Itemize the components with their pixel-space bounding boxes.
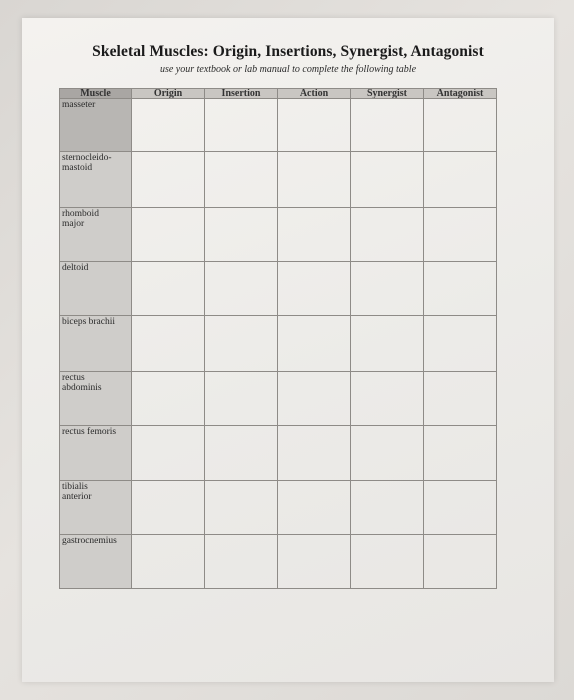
origin-answer-cell[interactable] (132, 316, 205, 372)
origin-answer-cell[interactable] (132, 481, 205, 535)
synergist-answer-cell[interactable] (351, 208, 424, 262)
insertion-answer-cell[interactable] (205, 262, 278, 316)
action-answer-cell[interactable] (278, 372, 351, 426)
insertion-answer-cell[interactable] (205, 481, 278, 535)
muscle-name-cell (60, 152, 132, 208)
origin-answer-cell[interactable] (132, 99, 205, 152)
muscle-name-cell (60, 481, 132, 535)
action-answer-cell[interactable] (278, 535, 351, 589)
muscle-name-line: major (62, 219, 85, 229)
muscle-name-cell (60, 262, 132, 316)
muscle-name-cell (60, 372, 132, 426)
insertion-answer-cell[interactable] (205, 372, 278, 426)
origin-answer-cell[interactable] (132, 208, 205, 262)
insertion-answer-cell[interactable] (205, 426, 278, 481)
table-row (60, 372, 497, 426)
worksheet-page (22, 18, 554, 682)
synergist-answer-cell[interactable] (351, 372, 424, 426)
muscle-name-cell (60, 535, 132, 589)
insertion-answer-cell[interactable] (205, 316, 278, 372)
muscle-name-line: rectus (62, 373, 85, 383)
synergist-answer-cell[interactable] (351, 152, 424, 208)
muscle-name-line: masseter (62, 100, 96, 110)
muscle-table (59, 88, 497, 589)
muscle-name-line: deltoid (62, 263, 89, 273)
header-insertion: Insertion (205, 89, 278, 99)
muscle-name-line: abdominis (62, 383, 102, 393)
synergist-answer-cell[interactable] (351, 316, 424, 372)
origin-answer-cell[interactable] (132, 372, 205, 426)
header-action: Action (278, 89, 351, 99)
insertion-answer-cell[interactable] (205, 208, 278, 262)
antagonist-answer-cell[interactable] (424, 208, 497, 262)
table-row (60, 535, 497, 589)
muscle-name-line: anterior (62, 492, 92, 502)
action-answer-cell[interactable] (278, 316, 351, 372)
synergist-answer-cell[interactable] (351, 535, 424, 589)
muscle-name-line: biceps brachii (62, 317, 116, 327)
synergist-answer-cell[interactable] (351, 426, 424, 481)
table-header-row (60, 89, 497, 99)
action-answer-cell[interactable] (278, 262, 351, 316)
antagonist-answer-cell[interactable] (424, 426, 497, 481)
header-antagonist: Antagonist (424, 89, 497, 99)
action-answer-cell[interactable] (278, 99, 351, 152)
muscle-name-line: mastoid (62, 163, 93, 173)
action-answer-cell[interactable] (278, 152, 351, 208)
antagonist-answer-cell[interactable] (424, 152, 497, 208)
table-row (60, 208, 497, 262)
muscle-name-line: sternocleido- (62, 153, 112, 163)
muscle-name-line: rhomboid (62, 209, 99, 219)
origin-answer-cell[interactable] (132, 535, 205, 589)
muscle-name-line: tibialis (62, 482, 88, 492)
insertion-answer-cell[interactable] (205, 152, 278, 208)
header-muscle: Muscle (60, 89, 132, 99)
antagonist-answer-cell[interactable] (424, 316, 497, 372)
muscle-name-line: rectus femoris (62, 427, 117, 437)
action-answer-cell[interactable] (278, 481, 351, 535)
muscle-name-cell (60, 99, 132, 152)
action-answer-cell[interactable] (278, 426, 351, 481)
muscle-name-line: gastrocnemius (62, 536, 117, 546)
table-row (60, 262, 497, 316)
origin-answer-cell[interactable] (132, 152, 205, 208)
header-synergist: Synergist (351, 89, 424, 99)
antagonist-answer-cell[interactable] (424, 481, 497, 535)
origin-answer-cell[interactable] (132, 426, 205, 481)
page-subtitle: use your textbook or lab manual to complete the following table (159, 64, 417, 75)
muscle-name-cell (60, 426, 132, 481)
table-row (60, 99, 497, 152)
header-origin: Origin (132, 89, 205, 99)
antagonist-answer-cell[interactable] (424, 372, 497, 426)
table-row (60, 316, 497, 372)
antagonist-answer-cell[interactable] (424, 262, 497, 316)
insertion-answer-cell[interactable] (205, 99, 278, 152)
table-row (60, 426, 497, 481)
muscle-name-cell (60, 316, 132, 372)
antagonist-answer-cell[interactable] (424, 535, 497, 589)
action-answer-cell[interactable] (278, 208, 351, 262)
muscle-name-cell (60, 208, 132, 262)
synergist-answer-cell[interactable] (351, 99, 424, 152)
page-title: Skeletal Muscles: Origin, Insertions, Synergist, Antagonist (92, 43, 484, 60)
antagonist-answer-cell[interactable] (424, 99, 497, 152)
table-row (60, 481, 497, 535)
insertion-answer-cell[interactable] (205, 535, 278, 589)
origin-answer-cell[interactable] (132, 262, 205, 316)
synergist-answer-cell[interactable] (351, 481, 424, 535)
table-row (60, 152, 497, 208)
synergist-answer-cell[interactable] (351, 262, 424, 316)
